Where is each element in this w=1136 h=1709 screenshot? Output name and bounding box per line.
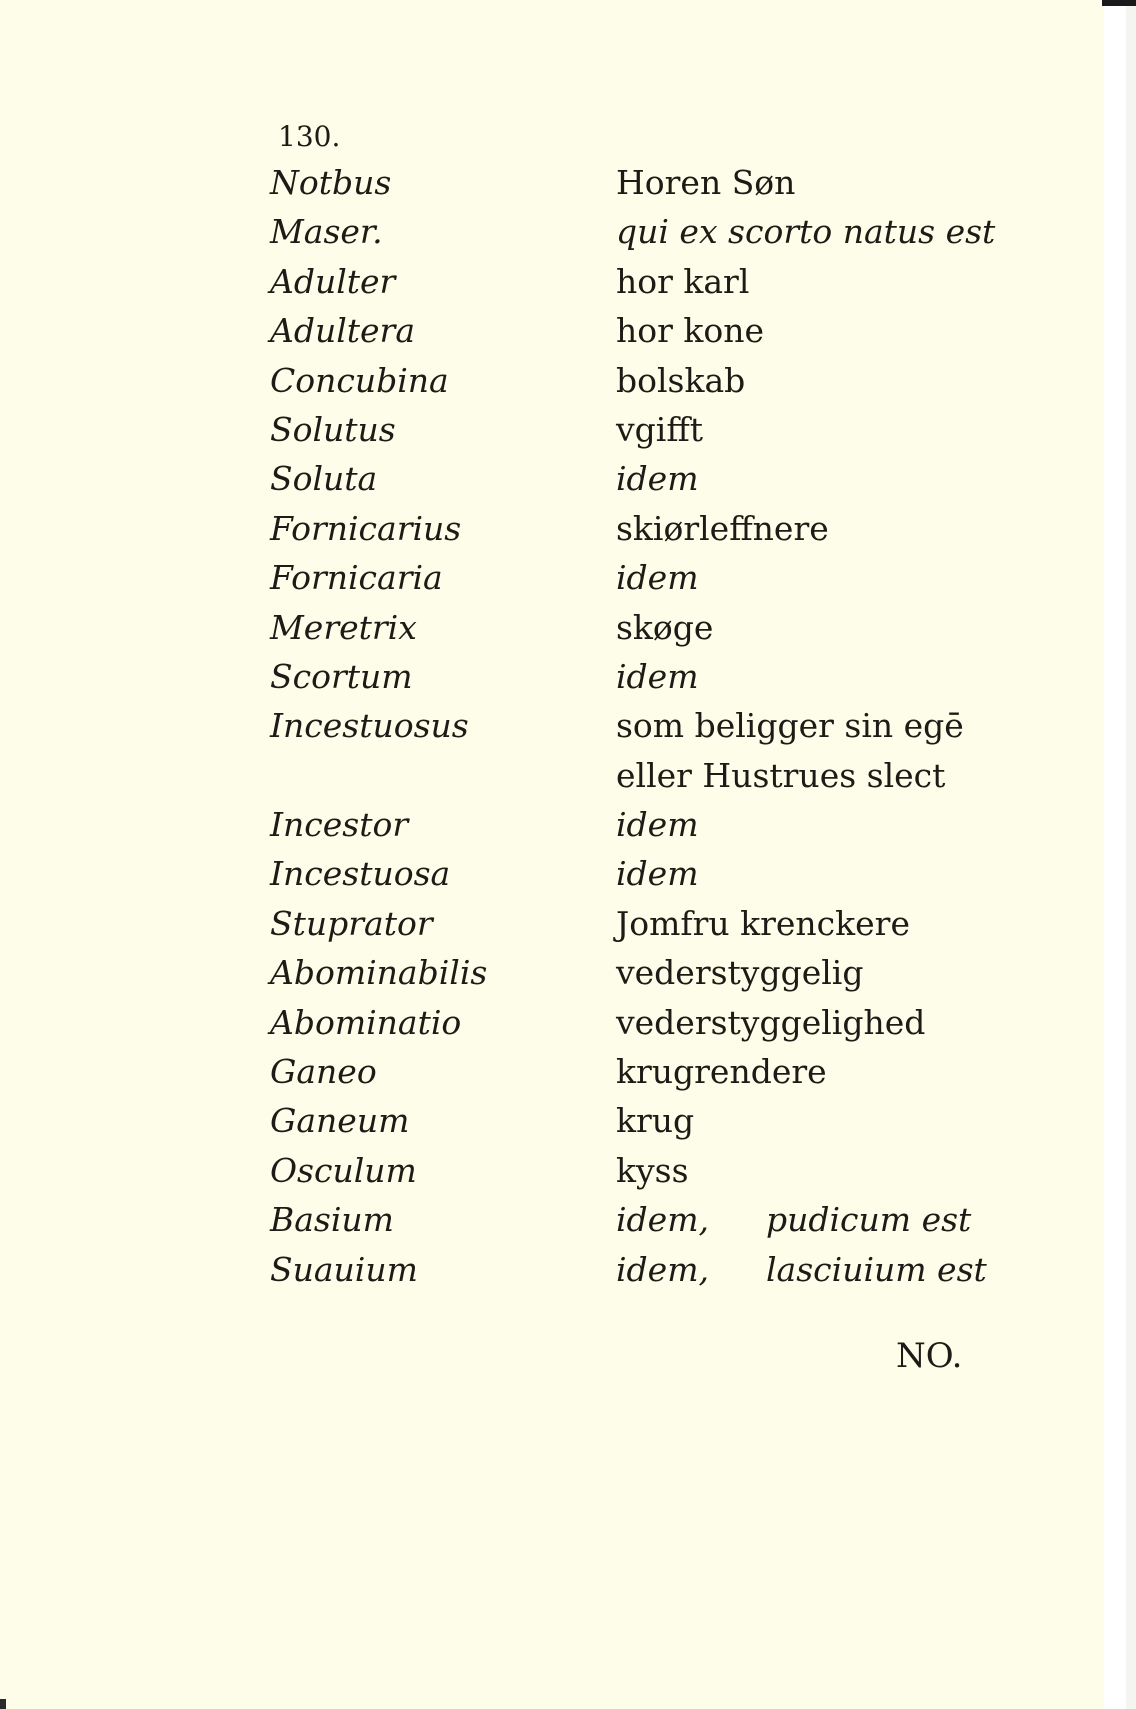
glossary-row	[270, 504, 990, 553]
glossary-row	[270, 158, 990, 207]
danish-translation: krugrendere	[616, 1052, 827, 1092]
danish-translation: qui ex scorto natus est	[616, 212, 996, 252]
danish-translation: skøge	[616, 607, 714, 647]
glossary-row	[270, 701, 990, 750]
glossary-list	[270, 158, 996, 1294]
scan-mark-bottom	[0, 1699, 6, 1709]
latin-term: Stuprator	[270, 903, 433, 943]
glossary-row	[270, 356, 990, 405]
latin-term: Notbus	[270, 163, 392, 202]
glossary-row	[270, 652, 990, 701]
danish-translation: krug	[616, 1101, 695, 1141]
glossary-row	[270, 257, 990, 306]
glossary-row	[270, 1096, 990, 1145]
glossary-row	[270, 849, 990, 898]
danish-translation: idem	[616, 854, 699, 894]
glossary-row	[270, 207, 996, 256]
catchword: NO.	[896, 1336, 963, 1376]
glossary-row	[270, 306, 990, 355]
glossary-row	[270, 751, 990, 800]
latin-term: Abominatio	[270, 1002, 462, 1042]
danish-translation: idem	[616, 805, 699, 845]
latin-term: Basium	[270, 1200, 394, 1240]
danish-translation: vederstyggelig	[616, 953, 864, 993]
glossary-row	[270, 998, 990, 1047]
danish-translation: idem	[616, 459, 699, 499]
glossary-row	[270, 553, 990, 602]
glossary-row	[270, 603, 990, 652]
glossary-row	[270, 800, 990, 849]
danish-translation: som beligger sin egē	[616, 706, 964, 746]
danish-translation: hor kone	[616, 311, 765, 351]
latin-term: Adulter	[270, 261, 396, 301]
danish-translation: kyss	[616, 1150, 689, 1190]
latin-term: Suauium	[270, 1249, 418, 1289]
latin-term: Soluta	[270, 459, 378, 499]
latin-term: Concubina	[270, 360, 449, 400]
danish-translation: idem	[616, 656, 699, 696]
latin-term: Adultera	[270, 311, 416, 351]
danish-translation: idem,	[616, 1200, 709, 1240]
danish-translation: Jomfru krenckere	[616, 903, 910, 943]
latin-term: Fornicaria	[270, 558, 443, 598]
danish-translation: skiørleffnere	[616, 508, 829, 548]
latin-term: Abominabilis	[270, 953, 488, 993]
danish-translation: Horen Søn	[616, 163, 796, 202]
danish-translation: vederstyggelighed	[616, 1002, 926, 1042]
danish-translation: vgifft	[616, 409, 704, 449]
glossary-row	[270, 1146, 990, 1195]
glossary-row	[270, 1245, 990, 1294]
latin-term: Ganeo	[270, 1052, 377, 1092]
latin-term: Incestor	[270, 805, 409, 845]
glossary-row	[270, 948, 990, 997]
danish-translation: idem	[616, 558, 699, 598]
page-number: 130.	[278, 120, 341, 153]
scan-edge	[1126, 0, 1136, 1709]
latin-term: Maser.	[270, 212, 383, 252]
usage-note: pudicum est	[766, 1200, 972, 1240]
latin-term: Scortum	[270, 656, 413, 696]
danish-translation: eller Hustrues slect	[616, 755, 946, 795]
glossary-row	[270, 1047, 990, 1096]
scan-mark-top	[1102, 0, 1136, 6]
glossary-row	[270, 405, 990, 454]
latin-term: Incestuosus	[270, 706, 469, 746]
latin-term: Fornicarius	[270, 508, 462, 548]
danish-translation: hor karl	[616, 261, 750, 301]
glossary-row	[270, 899, 990, 948]
latin-term: Meretrix	[270, 607, 417, 647]
latin-term: Osculum	[270, 1150, 417, 1190]
glossary-row	[270, 454, 990, 503]
latin-term: Solutus	[270, 409, 396, 449]
glossary-row	[270, 1195, 990, 1244]
latin-term: Incestuosa	[270, 854, 451, 894]
latin-term: Ganeum	[270, 1101, 410, 1141]
danish-translation: bolskab	[616, 360, 746, 400]
usage-note: lasciuium est	[766, 1249, 987, 1289]
danish-translation: idem,	[616, 1249, 709, 1289]
